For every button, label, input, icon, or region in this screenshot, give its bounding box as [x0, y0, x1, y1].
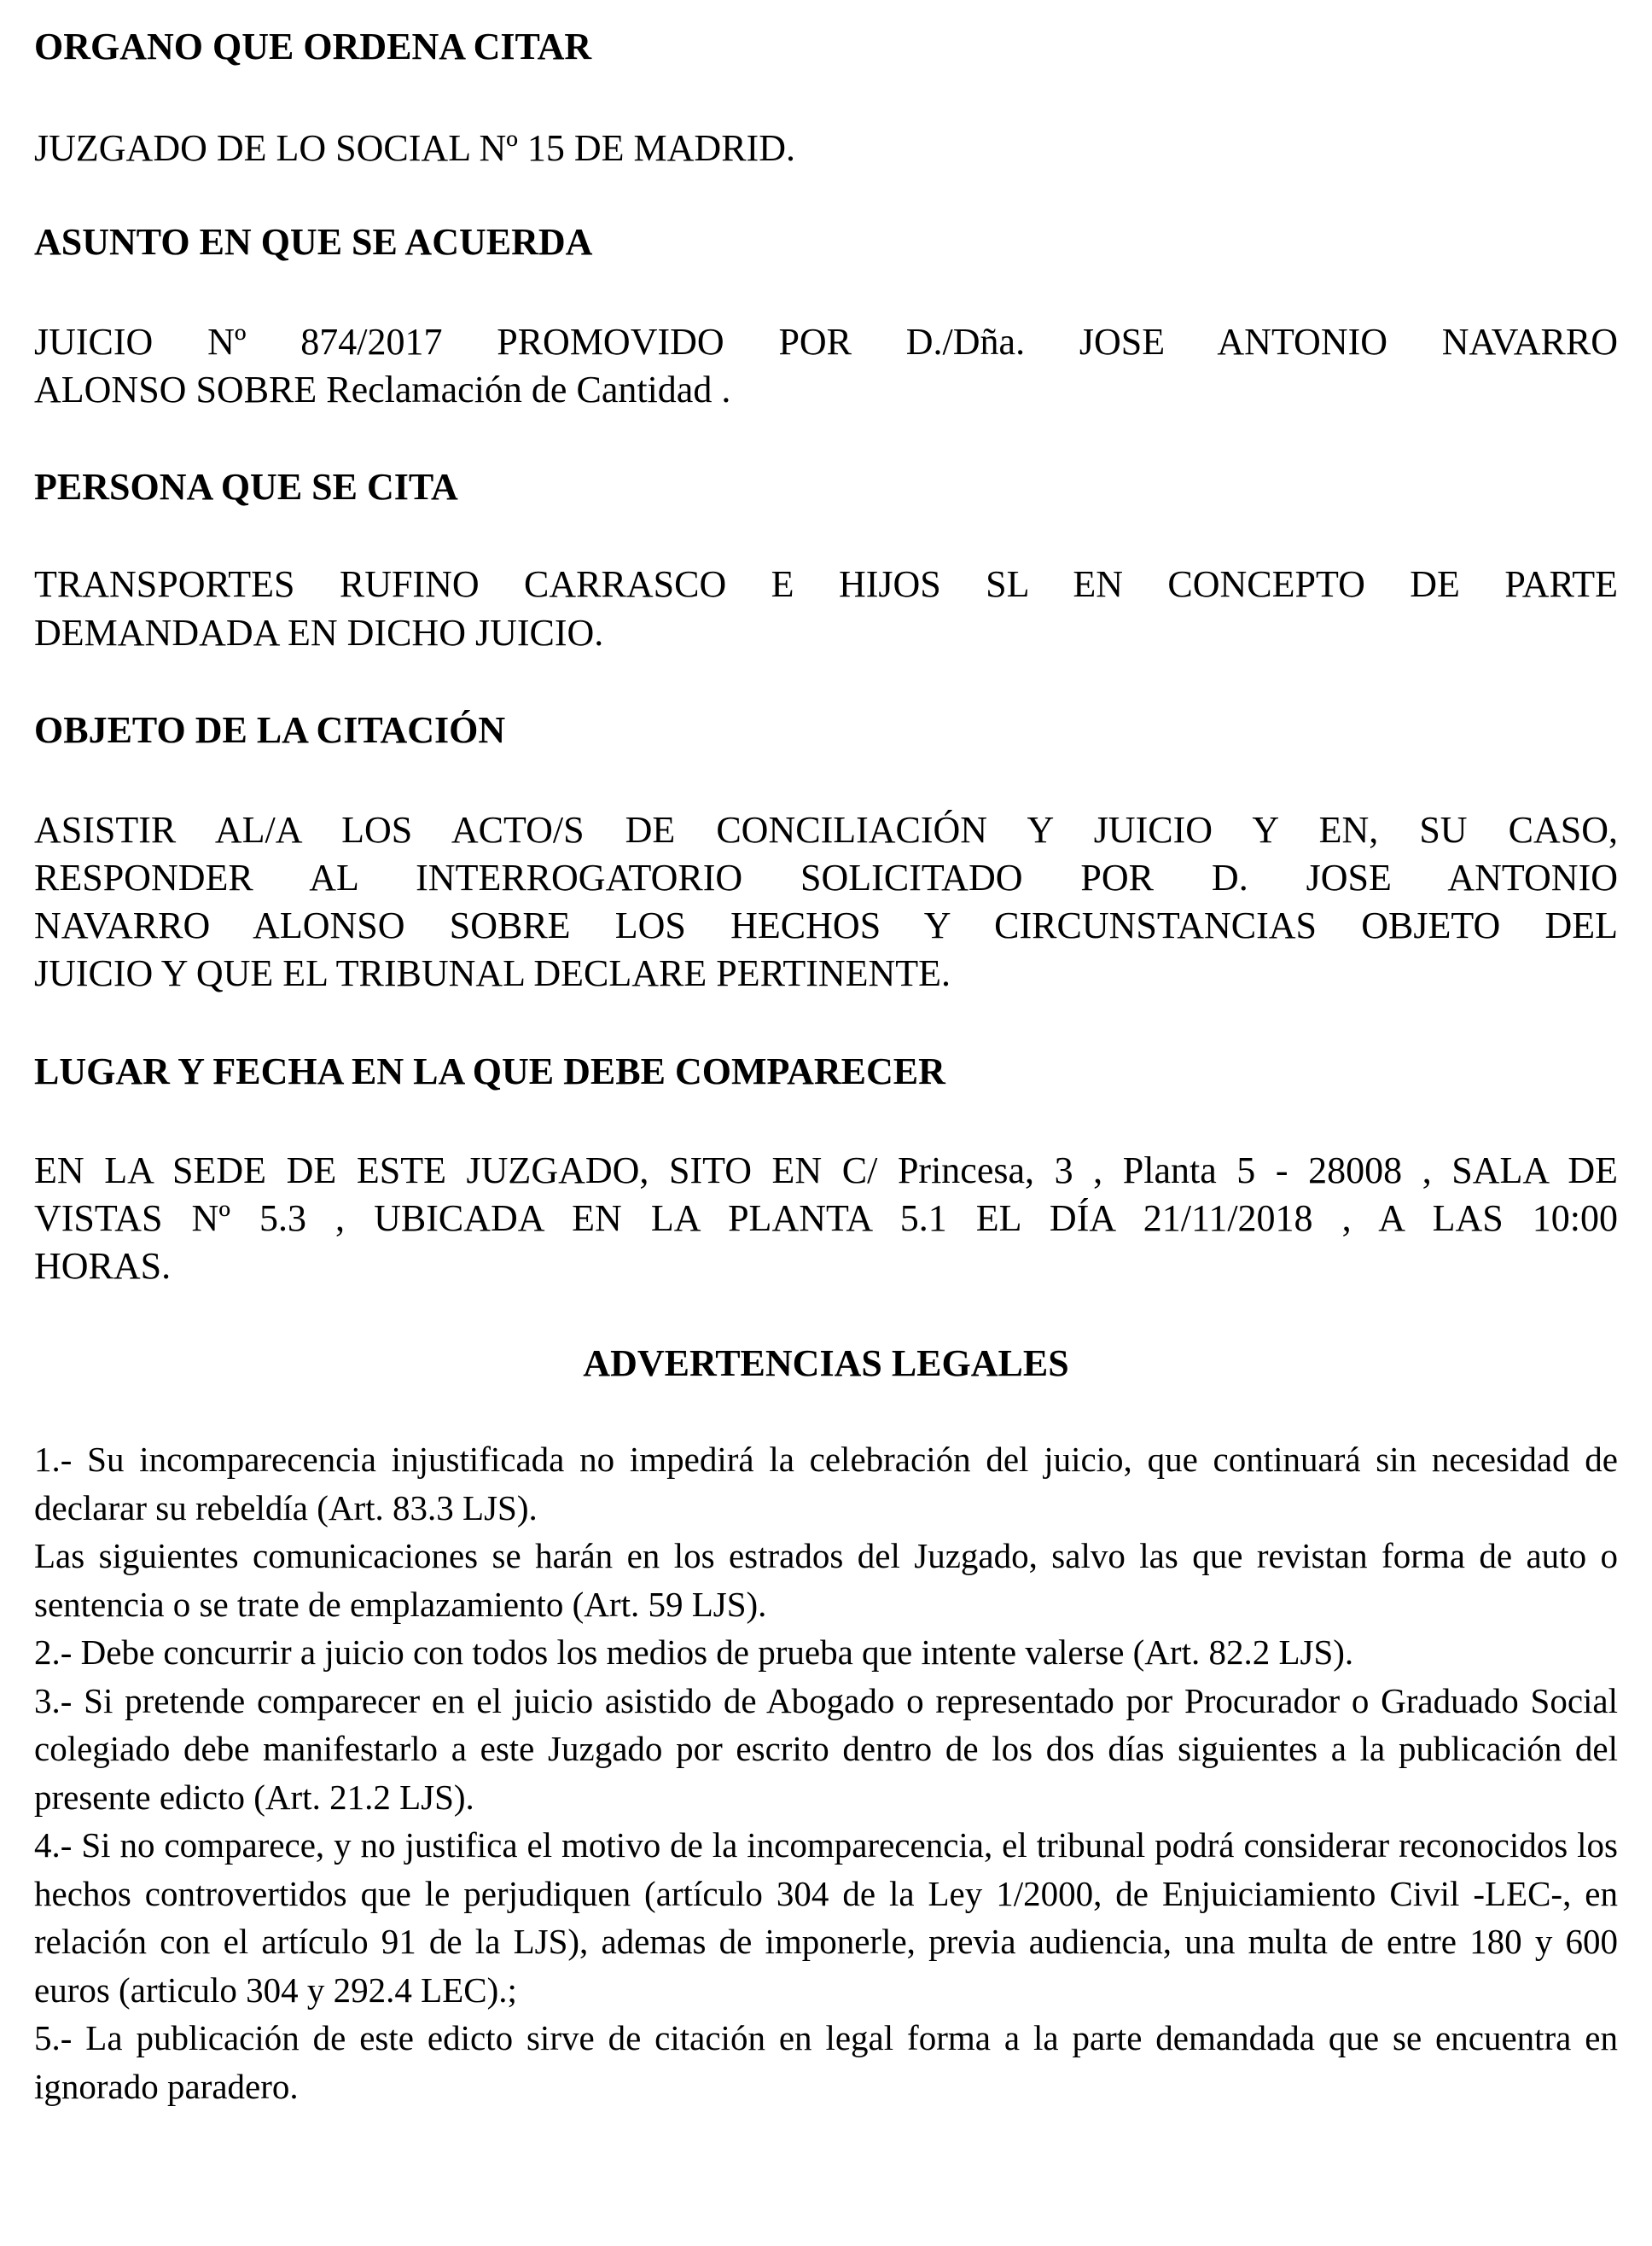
text-objeto [34, 806, 1618, 950]
heading-asunto: ASUNTO EN QUE SE ACUERDA [34, 221, 593, 263]
advertencia-1: 1.- Su incomparecencia injustificada no impedirá la celebración del juicio, que continuará sin necesidad de declarar su rebeldía (Art. 83.3 LJS). [34, 1440, 1618, 1527]
text-persona-line-1: TRANSPORTES RUFINO CARRASCO E HIJOS SL EN CONCEPTO DE PARTE [34, 563, 1618, 605]
text-lugar-line-2: VISTAS Nº 5.3 , UBICADA EN LA PLANTA 5.1 EL DÍA 21/11/2018 , A LAS 10:00 [34, 1197, 1618, 1239]
advertencia-2: 2.- Debe concurrir a juicio con todos los medios de prueba que intente valerse (Art. 82.2 LJS). [34, 1632, 1354, 1672]
text-asunto-line-2: ALONSO SOBRE Reclamación de Cantidad . [34, 369, 731, 410]
text-lugar-end [34, 1242, 1618, 1290]
advertencias-list [34, 1435, 1618, 2110]
text-objeto-end [34, 950, 1618, 998]
text-persona [34, 561, 1618, 608]
text-lugar [34, 1147, 1618, 1242]
text-organo: JUZGADO DE LO SOCIAL Nº 15 DE MADRID. [34, 127, 795, 169]
advertencia-comunicaciones: Las siguientes comunicaciones se harán en los estrados del Juzgado, salvo las que revistan forma de auto o sentencia o se trate de emplazamiento (Art. 59 LJS). [34, 1536, 1618, 1624]
heading-advertencias: ADVERTENCIAS LEGALES [583, 1342, 1069, 1384]
advertencia-3: 3.- Si pretende comparecer en el juicio asistido de Abogado o representado por Procurador o Graduado Social colegiado debe manifestarlo a este Juzgado por escrito dentro de los dos días siguientes a la publicación del presente edicto (Art. 21.2 LJS). [34, 1680, 1618, 1817]
text-objeto-line-1: ASISTIR AL/A LOS ACTO/S DE CONCILIACIÓN Y JUICIO Y EN, SU CASO, [34, 809, 1618, 851]
text-objeto-line-2: RESPONDER AL INTERROGATORIO SOLICITADO POR D. JOSE ANTONIO [34, 857, 1618, 899]
text-asunto [34, 318, 1618, 366]
heading-organo: ORGANO QUE ORDENA CITAR [34, 26, 592, 67]
advertencia-5: 5.- La publicación de este edicto sirve de citación en legal forma a la parte demandada que se encuentra en ignorado paradero. [34, 2018, 1618, 2106]
text-objeto-line-4: JUICIO Y QUE EL TRIBUNAL DECLARE PERTINENTE. [34, 952, 951, 994]
heading-lugar: LUGAR Y FECHA EN LA QUE DEBE COMPARECER [34, 1050, 945, 1092]
text-lugar-line-3: HORAS. [34, 1245, 172, 1287]
text-persona-line-2: DEMANDADA EN DICHO JUICIO. [34, 612, 604, 654]
text-lugar-line-1: EN LA SEDE DE ESTE JUZGADO, SITO EN C/ Princesa, 3 , Planta 5 - 28008 , SALA DE [34, 1149, 1618, 1191]
text-objeto-line-3: NAVARRO ALONSO SOBRE LOS HECHOS Y CIRCUNSTANCIAS OBJETO DEL [34, 905, 1618, 946]
text-asunto-line-1: JUICIO Nº 874/2017 PROMOVIDO POR D./Dña. JOSE ANTONIO NAVARRO [34, 321, 1618, 363]
heading-persona: PERSONA QUE SE CITA [34, 466, 458, 508]
heading-objeto: OBJETO DE LA CITACIÓN [34, 709, 506, 751]
text-asunto-end [34, 366, 1618, 414]
document-page [34, 0, 1618, 2246]
text-persona-end [34, 609, 1618, 657]
advertencia-4: 4.- Si no comparece, y no justifica el motivo de la incomparecencia, el tribunal podrá considerar reconocidos los hechos controvertidos que le perjudiquen (artículo 304 de la Ley 1/2000, de Enjuiciamiento Civil -LEC-, en relación con el artículo 91 de la LJS), ademas de imponerle, previa audiencia, una multa de entre 180 y 600 euros (articulo 304 y 292.4 LEC).; [34, 1825, 1618, 2010]
